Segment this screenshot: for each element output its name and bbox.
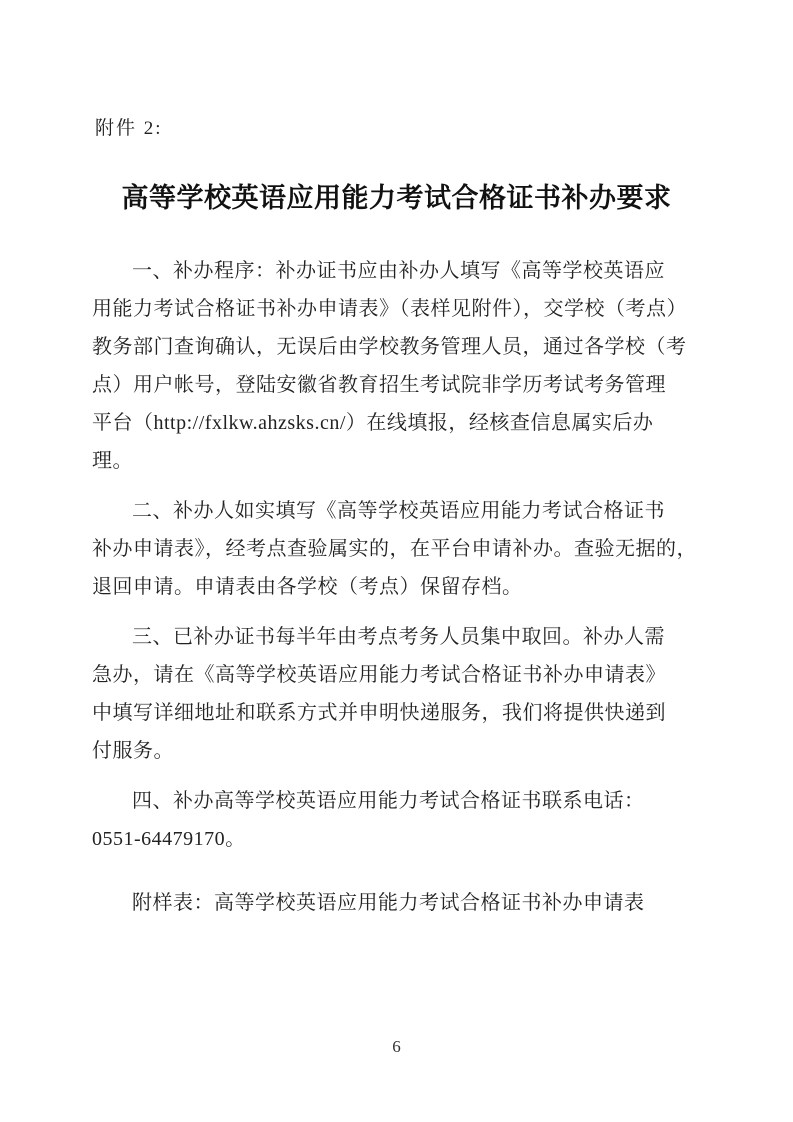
- paragraph-1: [92, 252, 710, 480]
- paragraph-line: 教务部门查询确认，无误后由学校教务管理人员，通过各学校（考: [92, 336, 687, 358]
- paragraph-line: 四、补办高等学校英语应用能力考试合格证书联系电话：: [132, 790, 645, 812]
- paragraph-line: 付服务。: [92, 740, 174, 762]
- paragraph-line: 中填写详细地址和联系方式并申明快递服务，我们将提供快递到: [92, 702, 666, 724]
- paragraph-line: 用能力考试合格证书补办申请表》（表样见附件），交学校（考点）: [92, 298, 687, 320]
- document-title: 高等学校英语应用能力考试合格证书补办要求: [121, 183, 672, 213]
- attachment-label: 附件 2:: [95, 118, 163, 139]
- paragraph-line: 平台（http://fxlkw.ahzsks.cn/）在线填报，经核查信息属实后办: [92, 412, 654, 434]
- paragraph-2: [92, 492, 710, 606]
- paragraph-line: 三、已补办证书每半年由考点考务人员集中取回。补办人需: [132, 626, 665, 648]
- paragraph-line: 0551-64479170。: [92, 828, 246, 850]
- page-number: 6: [392, 1037, 401, 1056]
- paragraph-line: 退回申请。申请表由各学校（考点）保留存档。: [92, 576, 523, 598]
- paragraph-4: [92, 782, 710, 858]
- paragraph-line: 补办申请表》，经考点查验属实的，在平台申请补办。查验无据的，: [92, 538, 697, 560]
- appendix-note: 附样表：高等学校英语应用能力考试合格证书补办申请表: [132, 892, 645, 914]
- paragraph-line: 一、补办程序：补办证书应由补办人填写《高等学校英语应: [132, 260, 665, 282]
- paragraph-line: 理。: [92, 450, 133, 472]
- paragraph-line: 急办，请在《高等学校英语应用能力考试合格证书补办申请表》: [92, 664, 666, 686]
- paragraph-line: 点）用户帐号，登陆安徽省教育招生考试院非学历考试考务管理: [92, 374, 666, 396]
- document-body: [92, 252, 710, 858]
- paragraph-3: [92, 618, 710, 770]
- paragraph-line: 二、补办人如实填写《高等学校英语应用能力考试合格证书: [132, 500, 665, 522]
